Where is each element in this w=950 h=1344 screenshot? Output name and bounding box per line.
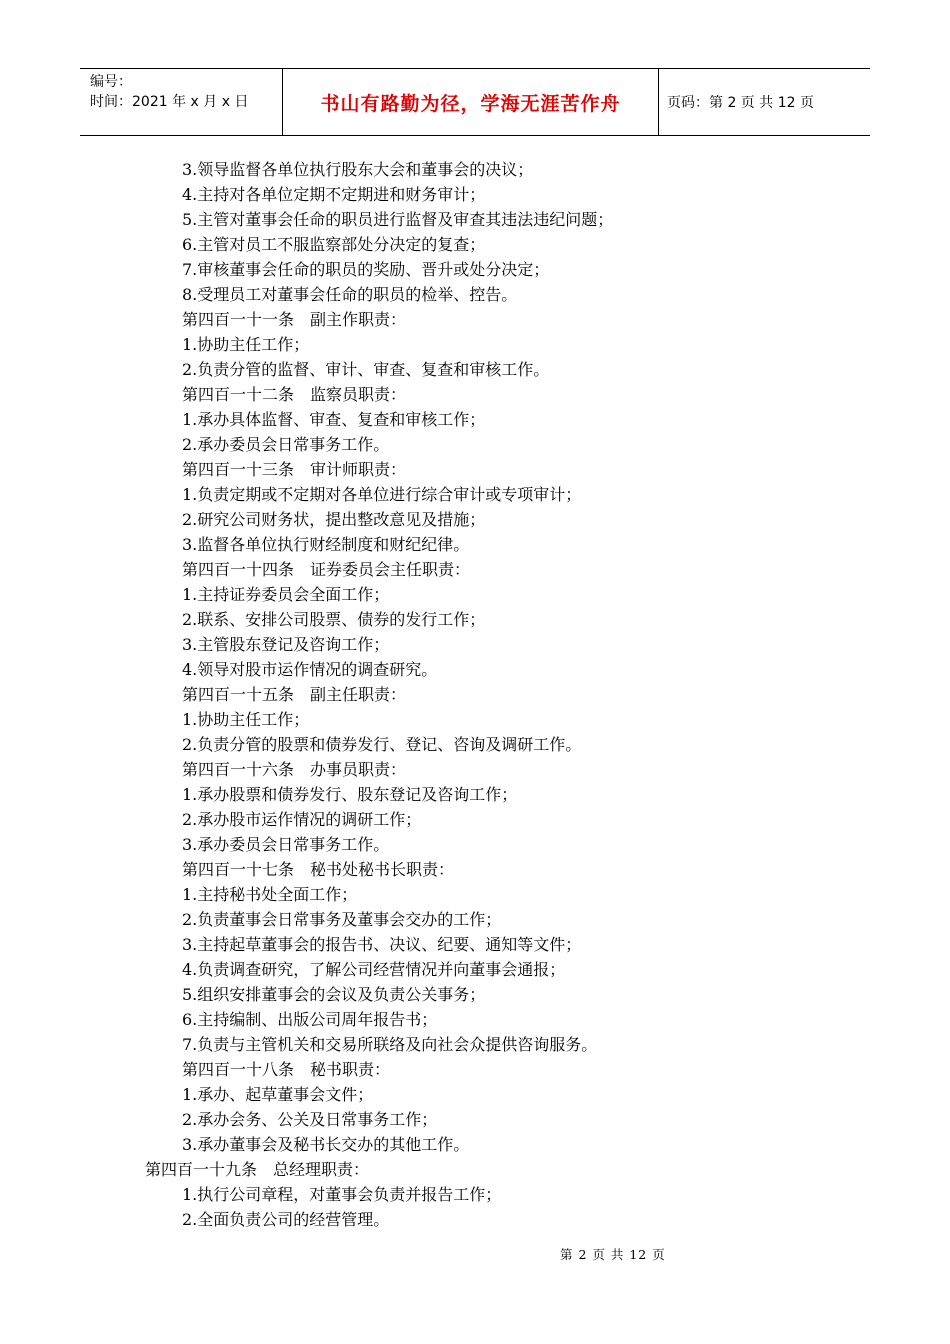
body-line: 1.承办、起草董事会文件；	[182, 1085, 374, 1104]
body-line: 1.协助主任工作；	[182, 710, 310, 729]
body-line: 1.主持证券委员会全面工作；	[182, 585, 390, 604]
body-line: 6.主持编制、出版公司周年报告书；	[182, 1010, 438, 1029]
article-heading: 第四百一十一条 副主作职责：	[182, 310, 407, 329]
header-meta	[80, 69, 283, 135]
article-heading: 第四百一十七条 秘书处秘书长职责：	[182, 860, 455, 879]
article-heading: 第四百一十二条 监察员职责：	[182, 385, 407, 404]
header-motto: 书山有路勤为径，学海无涯苦作舟	[283, 69, 659, 135]
body-line: 2.联系、安排公司股票、债券的发行工作；	[182, 610, 486, 629]
article-heading: 第四百一十三条 审计师职责：	[182, 460, 407, 479]
body-line: 7.负责与主管机关和交易所联络及向社会众提供咨询服务。	[182, 1035, 598, 1054]
body-line: 6.主管对员工不服监察部处分决定的复查；	[182, 235, 486, 254]
body-line: 2.研究公司财务状，提出整改意见及措施；	[182, 510, 486, 529]
body-line: 8.受理员工对董事会任命的职员的检举、控告。	[182, 285, 518, 304]
body-line: 1.承办股票和债券发行、股东登记及咨询工作；	[182, 785, 518, 804]
body-line: 3.承办董事会及秘书长交办的其他工作。	[182, 1135, 470, 1154]
body-line: 4.主持对各单位定期不定期进和财务审计；	[182, 185, 486, 204]
document-body	[0, 157, 950, 1232]
body-line: 7.审核董事会任命的职员的奖励、晋升或处分决定；	[182, 260, 550, 279]
article-heading: 第四百一十八条 秘书职责：	[182, 1060, 391, 1079]
body-line: 3.承办委员会日常事务工作。	[182, 835, 390, 854]
body-line: 2.全面负责公司的经营管理。	[182, 1210, 390, 1229]
header-page-info: 页码：第 2 页 共 12 页	[667, 95, 814, 111]
page-footer: 第 2 页 共 12 页	[560, 1247, 666, 1262]
body-line: 2.负责分管的股票和债券发行、登记、咨询及调研工作。	[182, 735, 582, 754]
body-line: 5.主管对董事会任命的职员进行监督及审查其违法违纪问题；	[182, 210, 614, 229]
body-line: 1.执行公司章程，对董事会负责并报告工作；	[182, 1185, 502, 1204]
body-line: 1.协助主任工作；	[182, 335, 310, 354]
article-heading: 第四百一十五条 副主任职责：	[182, 685, 407, 704]
body-line: 4.领导对股市运作情况的调查研究。	[182, 660, 438, 679]
body-line: 1.承办具体监督、审查、复查和审核工作；	[182, 410, 486, 429]
body-line: 2.负责董事会日常事务及董事会交办的工作；	[182, 910, 502, 929]
document-number-label: 编号：	[90, 74, 132, 90]
body-line: 4.负责调查研究，了解公司经营情况并向董事会通报；	[182, 960, 566, 979]
body-line: 5.组织安排董事会的会议及负责公关事务；	[182, 985, 486, 1004]
body-line: 2.负责分管的监督、审计、审查、复查和审核工作。	[182, 360, 550, 379]
body-line: 3.主管股东登记及咨询工作；	[182, 635, 390, 654]
body-line: 2.承办会务、公关及日常事务工作；	[182, 1110, 438, 1129]
body-line: 1.主持秘书处全面工作；	[182, 885, 358, 904]
article-heading: 第四百一十六条 办事员职责：	[182, 760, 407, 779]
body-line: 3.主持起草董事会的报告书、决议、纪要、通知等文件；	[182, 935, 582, 954]
document-time-label: 时间：2021 年 x 月 x 日	[90, 94, 249, 110]
body-line: 1.负责定期或不定期对各单位进行综合审计或专项审计；	[182, 485, 582, 504]
page-header	[80, 68, 870, 136]
body-line: 3.监督各单位执行财经制度和财纪纪律。	[182, 535, 470, 554]
body-line: 3.领导监督各单位执行股东大会和董事会的决议；	[182, 160, 534, 179]
body-line: 2.承办股市运作情况的调研工作；	[182, 810, 422, 829]
body-line: 2.承办委员会日常事务工作。	[182, 435, 390, 454]
article-heading: 第四百一十四条 证券委员会主任职责：	[182, 560, 471, 579]
article-heading: 第四百一十九条 总经理职责：	[145, 1160, 370, 1179]
